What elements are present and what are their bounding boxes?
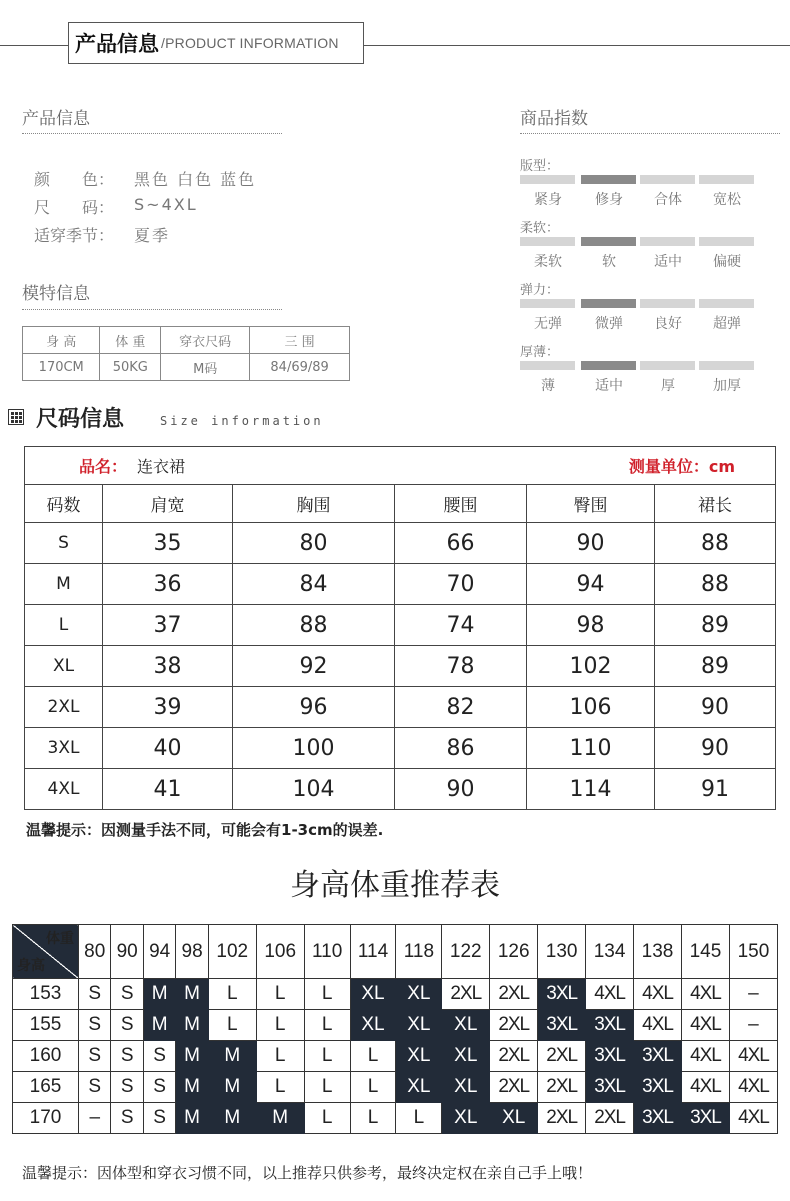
product-index-option: 加厚 xyxy=(713,378,741,394)
recommend-size-cell: M xyxy=(176,1103,208,1134)
recommend-size-cell: L xyxy=(396,1103,442,1134)
recommend-size-cell: 4XL xyxy=(729,1072,777,1103)
weight-header-cell: 114 xyxy=(350,925,396,979)
product-index-option: 偏硬 xyxy=(713,254,741,270)
size-value-cell: 90 xyxy=(395,769,527,810)
size-value-cell: 90 xyxy=(655,687,776,728)
size-value-cell: 102 xyxy=(527,646,655,687)
recommend-size-cell: 2XL xyxy=(586,1103,634,1134)
product-name: 连衣裙 xyxy=(137,457,186,476)
product-index-bar xyxy=(520,361,575,370)
product-index-option: 无弹 xyxy=(534,316,562,332)
product-index-label: 弹力： xyxy=(520,283,560,298)
corner-height-label: 身高 xyxy=(17,957,45,973)
recommend-size-cell: 3XL xyxy=(634,1103,682,1134)
size-value-cell: 78 xyxy=(395,646,527,687)
product-name-label: 品名： xyxy=(79,457,128,476)
recommend-size-cell: XL xyxy=(442,1041,490,1072)
recommend-size-cell: XL xyxy=(442,1010,490,1041)
model-value-cell: 50KG xyxy=(100,354,161,381)
weight-header-cell: 134 xyxy=(586,925,634,979)
model-header-cell: 三 围 xyxy=(250,327,350,354)
product-index-label: 版型： xyxy=(520,159,560,174)
size-header-cell: 码数 xyxy=(25,485,103,523)
size-header-cell: 胸围 xyxy=(233,485,395,523)
unit-label: 测量单位：cm xyxy=(628,457,735,476)
recommend-size-cell: L xyxy=(256,1010,304,1041)
product-index-bar xyxy=(581,361,636,370)
product-info-key: 尺 码： xyxy=(34,198,115,217)
product-index-option: 微弹 xyxy=(595,316,623,332)
recommend-size-cell: 3XL xyxy=(538,979,586,1010)
corner-weight-label: 体重 xyxy=(46,930,74,946)
size-row xyxy=(25,523,776,564)
size-info-subtitle: Size information xyxy=(160,414,324,428)
recommend-size-cell: 4XL xyxy=(682,979,730,1010)
product-index-option: 合体 xyxy=(654,192,682,208)
recommend-size-cell: 2XL xyxy=(490,1041,538,1072)
product-index-bar xyxy=(699,299,754,308)
header-line-left xyxy=(0,45,68,46)
weight-header-cell: 122 xyxy=(442,925,490,979)
size-value-cell: 110 xyxy=(527,728,655,769)
recommend-size-cell: L xyxy=(304,1010,350,1041)
size-info-title: 尺码信息 xyxy=(36,407,125,432)
size-label-cell: 2XL xyxy=(25,687,103,728)
recommend-size-cell: XL xyxy=(396,1010,442,1041)
product-info-row xyxy=(34,167,256,190)
product-index-option: 宽松 xyxy=(713,192,741,208)
recommend-size-cell: L xyxy=(350,1072,396,1103)
recommend-size-cell: 3XL xyxy=(682,1103,730,1134)
recommend-size-cell: S xyxy=(111,1072,143,1103)
size-tip: 温馨提示：因测量手法不同，可能会有1-3cm的误差. xyxy=(26,821,384,839)
grid-icon xyxy=(8,409,24,425)
product-info-value: 黑色 白色 蓝色 xyxy=(134,170,257,189)
product-index-bar xyxy=(640,299,695,308)
model-header-cell: 身 高 xyxy=(23,327,100,354)
product-info-value: S~4XL xyxy=(134,195,198,214)
size-row xyxy=(25,646,776,687)
size-value-cell: 86 xyxy=(395,728,527,769)
recommend-size-cell: L xyxy=(304,1041,350,1072)
recommend-size-cell: S xyxy=(111,1010,143,1041)
recommend-size-cell: 3XL xyxy=(538,1010,586,1041)
recommend-corner xyxy=(13,925,79,979)
recommend-size-cell: 2XL xyxy=(490,1010,538,1041)
size-value-cell: 100 xyxy=(233,728,395,769)
model-info-table xyxy=(22,326,350,381)
recommend-size-cell: 3XL xyxy=(586,1041,634,1072)
weight-header-cell: 94 xyxy=(143,925,175,979)
model-info-title: 模特信息 xyxy=(22,284,90,304)
product-index-bar xyxy=(699,237,754,246)
size-header-cell: 腰围 xyxy=(395,485,527,523)
recommend-size-cell: M xyxy=(176,1072,208,1103)
recommend-size-cell: S xyxy=(111,1041,143,1072)
recommend-size-cell: S xyxy=(79,979,111,1010)
recommend-size-cell: 4XL xyxy=(729,1041,777,1072)
height-cell: 155 xyxy=(13,1010,79,1041)
product-info-divider xyxy=(22,133,282,134)
size-value-cell: 91 xyxy=(655,769,776,810)
size-row xyxy=(25,687,776,728)
weight-header-cell: 90 xyxy=(111,925,143,979)
product-index-bar xyxy=(640,175,695,184)
product-info-key: 适穿季节： xyxy=(34,226,115,245)
recommend-size-cell: 2XL xyxy=(538,1103,586,1134)
recommend-size-cell: L xyxy=(304,979,350,1010)
header-banner xyxy=(68,22,364,64)
product-info-value: 夏季 xyxy=(134,226,171,245)
product-index-option: 软 xyxy=(602,254,616,270)
recommend-size-cell: L xyxy=(256,979,304,1010)
recommend-size-cell: – xyxy=(729,1010,777,1041)
recommend-size-cell: 4XL xyxy=(682,1010,730,1041)
model-value-cell: 170CM xyxy=(23,354,100,381)
size-value-cell: 89 xyxy=(655,605,776,646)
recommend-size-cell: M xyxy=(208,1103,256,1134)
recommend-row xyxy=(13,1010,778,1041)
recommend-row xyxy=(13,1103,778,1134)
product-index-bar xyxy=(699,361,754,370)
recommend-size-cell: XL xyxy=(442,1072,490,1103)
model-value-cell: 84/69/89 xyxy=(250,354,350,381)
size-label-cell: XL xyxy=(25,646,103,687)
recommend-size-cell: XL xyxy=(396,979,442,1010)
recommend-row xyxy=(13,1041,778,1072)
size-value-cell: 36 xyxy=(103,564,233,605)
recommend-size-cell: M xyxy=(176,1041,208,1072)
recommend-size-cell: S xyxy=(143,1041,175,1072)
recommend-size-cell: 3XL xyxy=(586,1010,634,1041)
recommend-size-cell: – xyxy=(729,979,777,1010)
recommend-size-cell: M xyxy=(143,979,175,1010)
size-label-cell: 4XL xyxy=(25,769,103,810)
weight-header-cell: 126 xyxy=(490,925,538,979)
recommend-size-cell: 4XL xyxy=(729,1103,777,1134)
header-line-right xyxy=(364,45,790,46)
recommend-size-cell: L xyxy=(350,1103,396,1134)
product-index-bar xyxy=(520,299,575,308)
recommend-table xyxy=(12,924,778,1134)
product-index-bar xyxy=(581,237,636,246)
recommend-size-cell: XL xyxy=(490,1103,538,1134)
height-cell: 170 xyxy=(13,1103,79,1134)
product-index-title: 商品指数 xyxy=(520,109,588,129)
weight-header-cell: 145 xyxy=(682,925,730,979)
model-info-divider xyxy=(22,309,282,310)
recommend-row xyxy=(13,1072,778,1103)
weight-header-cell: 130 xyxy=(538,925,586,979)
recommend-size-cell: M xyxy=(143,1010,175,1041)
product-index-option: 超弹 xyxy=(713,316,741,332)
recommend-size-cell: S xyxy=(143,1072,175,1103)
recommend-size-cell: 3XL xyxy=(634,1072,682,1103)
model-header-cell: 穿衣尺码 xyxy=(161,327,250,354)
size-table xyxy=(24,446,776,810)
size-label-cell: L xyxy=(25,605,103,646)
product-index-bar xyxy=(640,361,695,370)
recommend-size-cell: S xyxy=(79,1041,111,1072)
size-value-cell: 90 xyxy=(527,523,655,564)
size-label-cell: S xyxy=(25,523,103,564)
size-value-cell: 88 xyxy=(655,523,776,564)
recommend-size-cell: 2XL xyxy=(538,1072,586,1103)
product-index-option: 修身 xyxy=(595,192,623,208)
product-index-label: 柔软： xyxy=(520,221,560,236)
size-row xyxy=(25,605,776,646)
height-cell: 160 xyxy=(13,1041,79,1072)
recommend-size-cell: 2XL xyxy=(538,1041,586,1072)
model-header-cell: 体 重 xyxy=(100,327,161,354)
recommend-size-cell: S xyxy=(111,979,143,1010)
size-value-cell: 70 xyxy=(395,564,527,605)
product-index-option: 紧身 xyxy=(534,192,562,208)
product-index-option: 适中 xyxy=(595,378,623,394)
size-value-cell: 88 xyxy=(233,605,395,646)
header-title-cn: 产品信息 xyxy=(75,31,159,56)
recommend-size-cell: L xyxy=(208,1010,256,1041)
size-value-cell: 89 xyxy=(655,646,776,687)
size-value-cell: 82 xyxy=(395,687,527,728)
product-index-option: 良好 xyxy=(654,316,682,332)
recommend-row xyxy=(13,979,778,1010)
size-header-cell: 臀围 xyxy=(527,485,655,523)
size-value-cell: 106 xyxy=(527,687,655,728)
recommend-size-cell: L xyxy=(350,1041,396,1072)
recommend-size-cell: 2XL xyxy=(442,979,490,1010)
recommend-size-cell: 3XL xyxy=(634,1041,682,1072)
size-value-cell: 96 xyxy=(233,687,395,728)
size-value-cell: 104 xyxy=(233,769,395,810)
weight-header-cell: 80 xyxy=(79,925,111,979)
size-value-cell: 74 xyxy=(395,605,527,646)
recommend-size-cell: L xyxy=(256,1041,304,1072)
recommend-size-cell: 4XL xyxy=(682,1072,730,1103)
recommend-size-cell: XL xyxy=(350,1010,396,1041)
recommend-size-cell: L xyxy=(208,979,256,1010)
recommend-size-cell: 2XL xyxy=(490,1072,538,1103)
size-value-cell: 88 xyxy=(655,564,776,605)
size-value-cell: 66 xyxy=(395,523,527,564)
product-index-option: 柔软 xyxy=(534,254,562,270)
product-index-divider xyxy=(520,133,780,134)
recommend-size-cell: L xyxy=(256,1072,304,1103)
recommend-size-cell: M xyxy=(256,1103,304,1134)
product-info-key: 颜 色： xyxy=(34,170,115,189)
product-index-option: 薄 xyxy=(541,378,555,394)
size-value-cell: 35 xyxy=(103,523,233,564)
product-index-bar xyxy=(581,175,636,184)
recommend-size-cell: M xyxy=(176,979,208,1010)
size-header-cell: 肩宽 xyxy=(103,485,233,523)
size-row xyxy=(25,564,776,605)
height-cell: 153 xyxy=(13,979,79,1010)
recommend-size-cell: 4XL xyxy=(682,1041,730,1072)
size-table-caption xyxy=(25,447,776,485)
size-value-cell: 92 xyxy=(233,646,395,687)
recommend-size-cell: XL xyxy=(396,1072,442,1103)
model-value-cell: M码 xyxy=(161,354,250,381)
recommend-size-cell: L xyxy=(304,1072,350,1103)
recommend-size-cell: XL xyxy=(350,979,396,1010)
product-info-title: 产品信息 xyxy=(22,109,90,129)
size-value-cell: 40 xyxy=(103,728,233,769)
size-row xyxy=(25,728,776,769)
size-label-cell: 3XL xyxy=(25,728,103,769)
product-index-bar xyxy=(520,175,575,184)
recommend-size-cell: 4XL xyxy=(586,979,634,1010)
size-label-cell: M xyxy=(25,564,103,605)
size-value-cell: 98 xyxy=(527,605,655,646)
recommend-size-cell: M xyxy=(208,1041,256,1072)
size-value-cell: 41 xyxy=(103,769,233,810)
recommend-tip: 温馨提示：因体型和穿衣习惯不同，以上推荐只供参考，最终决定权在亲自己手上哦！ xyxy=(22,1164,593,1182)
size-value-cell: 39 xyxy=(103,687,233,728)
product-info-row xyxy=(34,223,170,246)
product-index-option: 适中 xyxy=(654,254,682,270)
product-index-bar xyxy=(520,237,575,246)
height-cell: 165 xyxy=(13,1072,79,1103)
size-value-cell: 38 xyxy=(103,646,233,687)
recommend-size-cell: S xyxy=(111,1103,143,1134)
recommend-size-cell: M xyxy=(176,1010,208,1041)
size-value-cell: 94 xyxy=(527,564,655,605)
size-value-cell: 90 xyxy=(655,728,776,769)
size-value-cell: 80 xyxy=(233,523,395,564)
recommend-size-cell: S xyxy=(79,1072,111,1103)
size-value-cell: 37 xyxy=(103,605,233,646)
product-index-bar xyxy=(581,299,636,308)
product-index-label: 厚薄： xyxy=(520,345,560,360)
weight-header-cell: 98 xyxy=(176,925,208,979)
recommend-size-cell: XL xyxy=(396,1041,442,1072)
product-index-option: 厚 xyxy=(661,378,675,394)
recommend-size-cell: – xyxy=(79,1103,111,1134)
size-row xyxy=(25,769,776,810)
product-info-row xyxy=(34,195,198,218)
size-header-cell: 裙长 xyxy=(655,485,776,523)
weight-header-cell: 150 xyxy=(729,925,777,979)
recommend-size-cell: L xyxy=(304,1103,350,1134)
recommend-title: 身高体重推荐表 xyxy=(290,868,500,903)
weight-header-cell: 138 xyxy=(634,925,682,979)
product-index-bar xyxy=(699,175,754,184)
weight-header-cell: 110 xyxy=(304,925,350,979)
recommend-size-cell: 2XL xyxy=(490,979,538,1010)
weight-header-cell: 118 xyxy=(396,925,442,979)
recommend-size-cell: S xyxy=(143,1103,175,1134)
recommend-size-cell: XL xyxy=(442,1103,490,1134)
product-index-bar xyxy=(640,237,695,246)
recommend-size-cell: M xyxy=(208,1072,256,1103)
size-value-cell: 84 xyxy=(233,564,395,605)
recommend-size-cell: 3XL xyxy=(586,1072,634,1103)
recommend-size-cell: 4XL xyxy=(634,1010,682,1041)
size-value-cell: 114 xyxy=(527,769,655,810)
header-title-en: /PRODUCT INFORMATION xyxy=(161,35,339,51)
recommend-size-cell: 4XL xyxy=(634,979,682,1010)
weight-header-cell: 102 xyxy=(208,925,256,979)
recommend-size-cell: S xyxy=(79,1010,111,1041)
weight-header-cell: 106 xyxy=(256,925,304,979)
